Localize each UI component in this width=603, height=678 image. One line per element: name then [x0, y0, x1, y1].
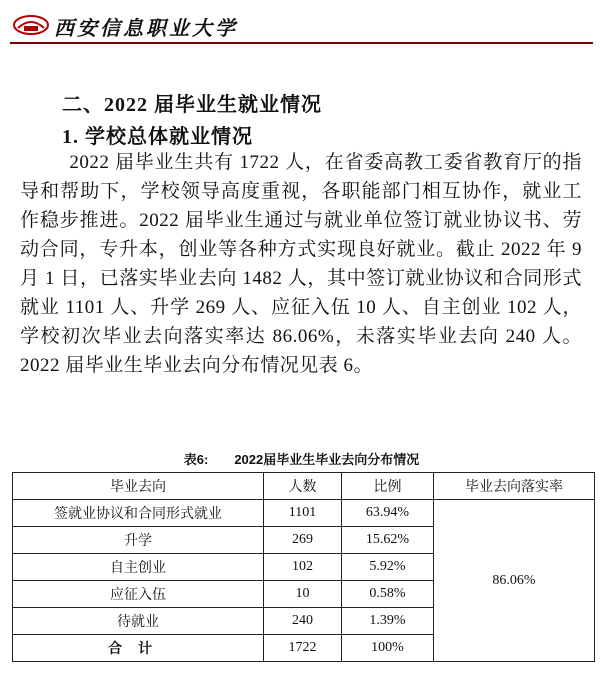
- placement-rate-cell: 86.06%: [434, 500, 595, 662]
- ratio-cell: 5.92%: [342, 554, 434, 581]
- destination-cell: 自主创业: [13, 554, 264, 581]
- destination-cell: 待就业: [13, 608, 264, 635]
- university-logo-icon: [12, 14, 50, 36]
- destination-table: [12, 472, 595, 662]
- table-caption-title: 2022届毕业生毕业去向分布情况: [234, 452, 420, 467]
- total-count-cell: 1722: [264, 635, 342, 662]
- count-cell: 10: [264, 581, 342, 608]
- table-header-row: [13, 473, 595, 500]
- table-caption-number: 表6:: [183, 452, 209, 467]
- ratio-cell: 0.58%: [342, 581, 434, 608]
- column-header-destination: 毕业去向: [13, 473, 264, 500]
- destination-cell: 签就业协议和合同形式就业: [13, 500, 264, 527]
- ratio-cell: 1.39%: [342, 608, 434, 635]
- section-title: 二、2022 届毕业生就业情况: [62, 94, 322, 116]
- total-label-cell: 合计: [13, 635, 264, 662]
- page-header: [0, 0, 603, 44]
- column-header-count: 人数: [264, 473, 342, 500]
- column-header-placement-rate: 毕业去向落实率: [434, 473, 595, 500]
- body-paragraph: 2022 届毕业生共有 1722 人，在省委高教工委省教育厅的指导和帮助下，学校领导高度重视，各职能部门相互协作，就业工作稳步推进。2022 届毕业生通过与就业单位签订就业协议书、劳动合同，专升本，创业等各种方式实现良好就业。截止 2022 年 9 月 1 日，已落实毕业去向 1482 人，其中签订就业协议和合同形式就业 1101 人、升学 269 人、应征入伍 10 人、自主创业 102 人，学校初次毕业去向落实率达 86.06%，未落实毕业去向 240 人。2022 届毕业生毕业去向分布情况见表 6。: [20, 152, 582, 376]
- destination-cell: 升学: [13, 527, 264, 554]
- count-cell: 1101: [264, 500, 342, 527]
- table-row: [13, 500, 595, 527]
- subsection-title: 1. 学校总体就业情况: [62, 126, 253, 148]
- school-name: 西安信息职业大学: [54, 16, 238, 40]
- total-ratio-cell: 100%: [342, 635, 434, 662]
- count-cell: 240: [264, 608, 342, 635]
- count-cell: 269: [264, 527, 342, 554]
- column-header-ratio: 比例: [342, 473, 434, 500]
- header-divider: [10, 42, 593, 44]
- table-caption: [0, 449, 603, 468]
- ratio-cell: 63.94%: [342, 500, 434, 527]
- ratio-cell: 15.62%: [342, 527, 434, 554]
- count-cell: 102: [264, 554, 342, 581]
- destination-cell: 应征入伍: [13, 581, 264, 608]
